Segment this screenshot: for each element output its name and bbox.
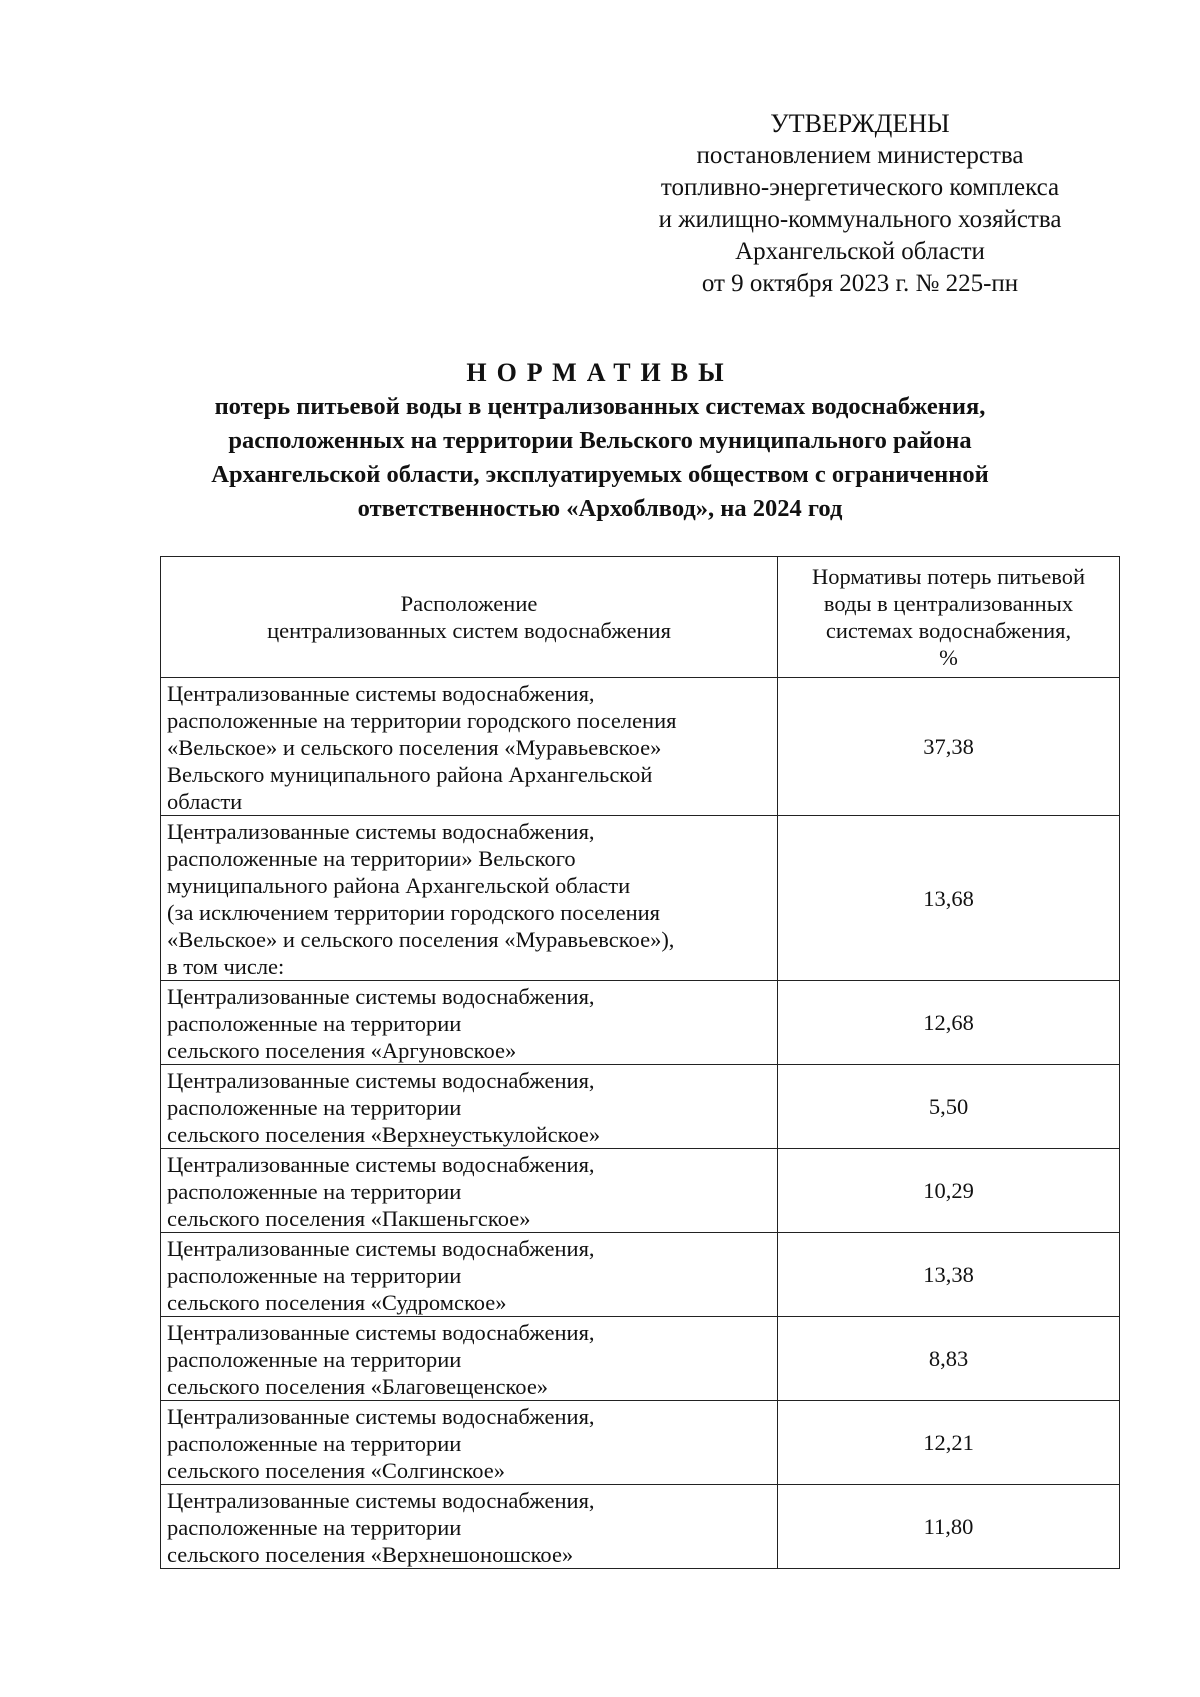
cell-line: Централизованные системы водоснабжения, [167,819,595,844]
norm-value-cell: 5,50 [778,1065,1120,1149]
approval-line: топливно-энергетического комплекса [660,174,1060,201]
cell-line: расположенные на территории [167,1095,462,1120]
header-line: воды в централизованных [823,591,1074,616]
table-row [161,816,1120,981]
cell-line: муниципального района Архангельской области [167,873,631,898]
approval-stamp [600,108,1120,300]
table-row [161,1401,1120,1485]
approval-date: от 9 октября 2023 г. № 225-пн [701,270,1019,297]
location-cell [161,981,778,1065]
location-cell [161,1149,778,1233]
cell-line: Централизованные системы водоснабжения, [167,681,595,706]
cell-line: Централизованные системы водоснабжения, [167,1236,595,1261]
table-row [161,1485,1120,1569]
document-title [150,356,1050,526]
cell-line: сельского поселения «Верхнешоношское» [167,1542,574,1567]
cell-line: Вельского муниципального района Архангельской [167,762,653,787]
cell-line: расположенные на территории [167,1431,462,1456]
location-cell [161,1401,778,1485]
header-line: централизованных систем водоснабжения [267,618,671,643]
location-cell [161,678,778,816]
norm-column-header [778,557,1120,678]
table-row [161,1317,1120,1401]
table-row [161,678,1120,816]
cell-line: расположенные на территории [167,1011,462,1036]
cell-line: области [167,789,243,814]
cell-line: Централизованные системы водоснабжения, [167,1404,595,1429]
cell-line: «Вельское» и сельского поселения «Муравьевское»), [167,927,675,952]
norm-value-cell: 8,83 [778,1317,1120,1401]
header-line: Расположение [400,591,538,616]
location-cell [161,816,778,981]
cell-line: расположенные на территории [167,1515,462,1540]
table-row [161,1233,1120,1317]
approval-line: постановлением министерства [696,142,1024,169]
location-cell [161,1065,778,1149]
norm-value-cell: 37,38 [778,678,1120,816]
norms-table [160,556,1120,1569]
norm-value-cell: 10,29 [778,1149,1120,1233]
header-line: % [939,645,958,670]
cell-line: сельского поселения «Судромское» [167,1290,507,1315]
norm-value-cell: 12,21 [778,1401,1120,1485]
cell-line: Централизованные системы водоснабжения, [167,1152,595,1177]
cell-line: расположенные на территории [167,1347,462,1372]
location-cell [161,1485,778,1569]
cell-line: (за исключением территории городского поселения [167,900,661,925]
cell-line: в том числе: [167,954,285,979]
location-cell [161,1233,778,1317]
cell-line: Централизованные системы водоснабжения, [167,1068,595,1093]
cell-line: сельского поселения «Аргуновское» [167,1038,517,1063]
norm-value-cell: 11,80 [778,1485,1120,1569]
title-heading: НОРМАТИВЫ [466,358,734,387]
location-cell [161,1317,778,1401]
cell-line: Централизованные системы водоснабжения, [167,1488,595,1513]
header-line: системах водоснабжения, [825,618,1072,643]
title-subtitle-line: Архангельской области, эксплуатируемых обществом с ограниченной [211,461,989,488]
table-header-row [161,557,1120,678]
cell-line: сельского поселения «Пакшеньгское» [167,1206,531,1231]
table-row [161,1065,1120,1149]
norm-value-cell: 13,38 [778,1233,1120,1317]
cell-line: сельского поселения «Благовещенское» [167,1374,549,1399]
norm-value-cell: 13,68 [778,816,1120,981]
approval-line: Архангельской области [735,238,985,265]
norm-value-cell: 12,68 [778,981,1120,1065]
table-row [161,1149,1120,1233]
location-column-header [161,557,778,678]
approval-heading: УТВЕРЖДЕНЫ [770,109,950,138]
approval-line: и жилищно-коммунального хозяйства [658,206,1062,233]
cell-line: расположенные на территории [167,1179,462,1204]
cell-line: расположенные на территории [167,1263,462,1288]
title-subtitle-line: расположенных на территории Вельского муниципального района [228,427,972,454]
title-subtitle-line: ответственностью «Архоблвод», на 2024 год [357,495,843,522]
cell-line: расположенные на территории» Вельского [167,846,576,871]
cell-line: Централизованные системы водоснабжения, [167,984,595,1009]
cell-line: Централизованные системы водоснабжения, [167,1320,595,1345]
cell-line: сельского поселения «Верхнеустькулойское» [167,1122,601,1147]
cell-line: «Вельское» и сельского поселения «Муравьевское» [167,735,662,760]
header-line: Нормативы потерь питьевой [811,564,1085,589]
table-row [161,981,1120,1065]
cell-line: сельского поселения «Солгинское» [167,1458,505,1483]
cell-line: расположенные на территории городского поселения [167,708,677,733]
title-subtitle-line: потерь питьевой воды в централизованных системах водоснабжения, [214,393,986,420]
